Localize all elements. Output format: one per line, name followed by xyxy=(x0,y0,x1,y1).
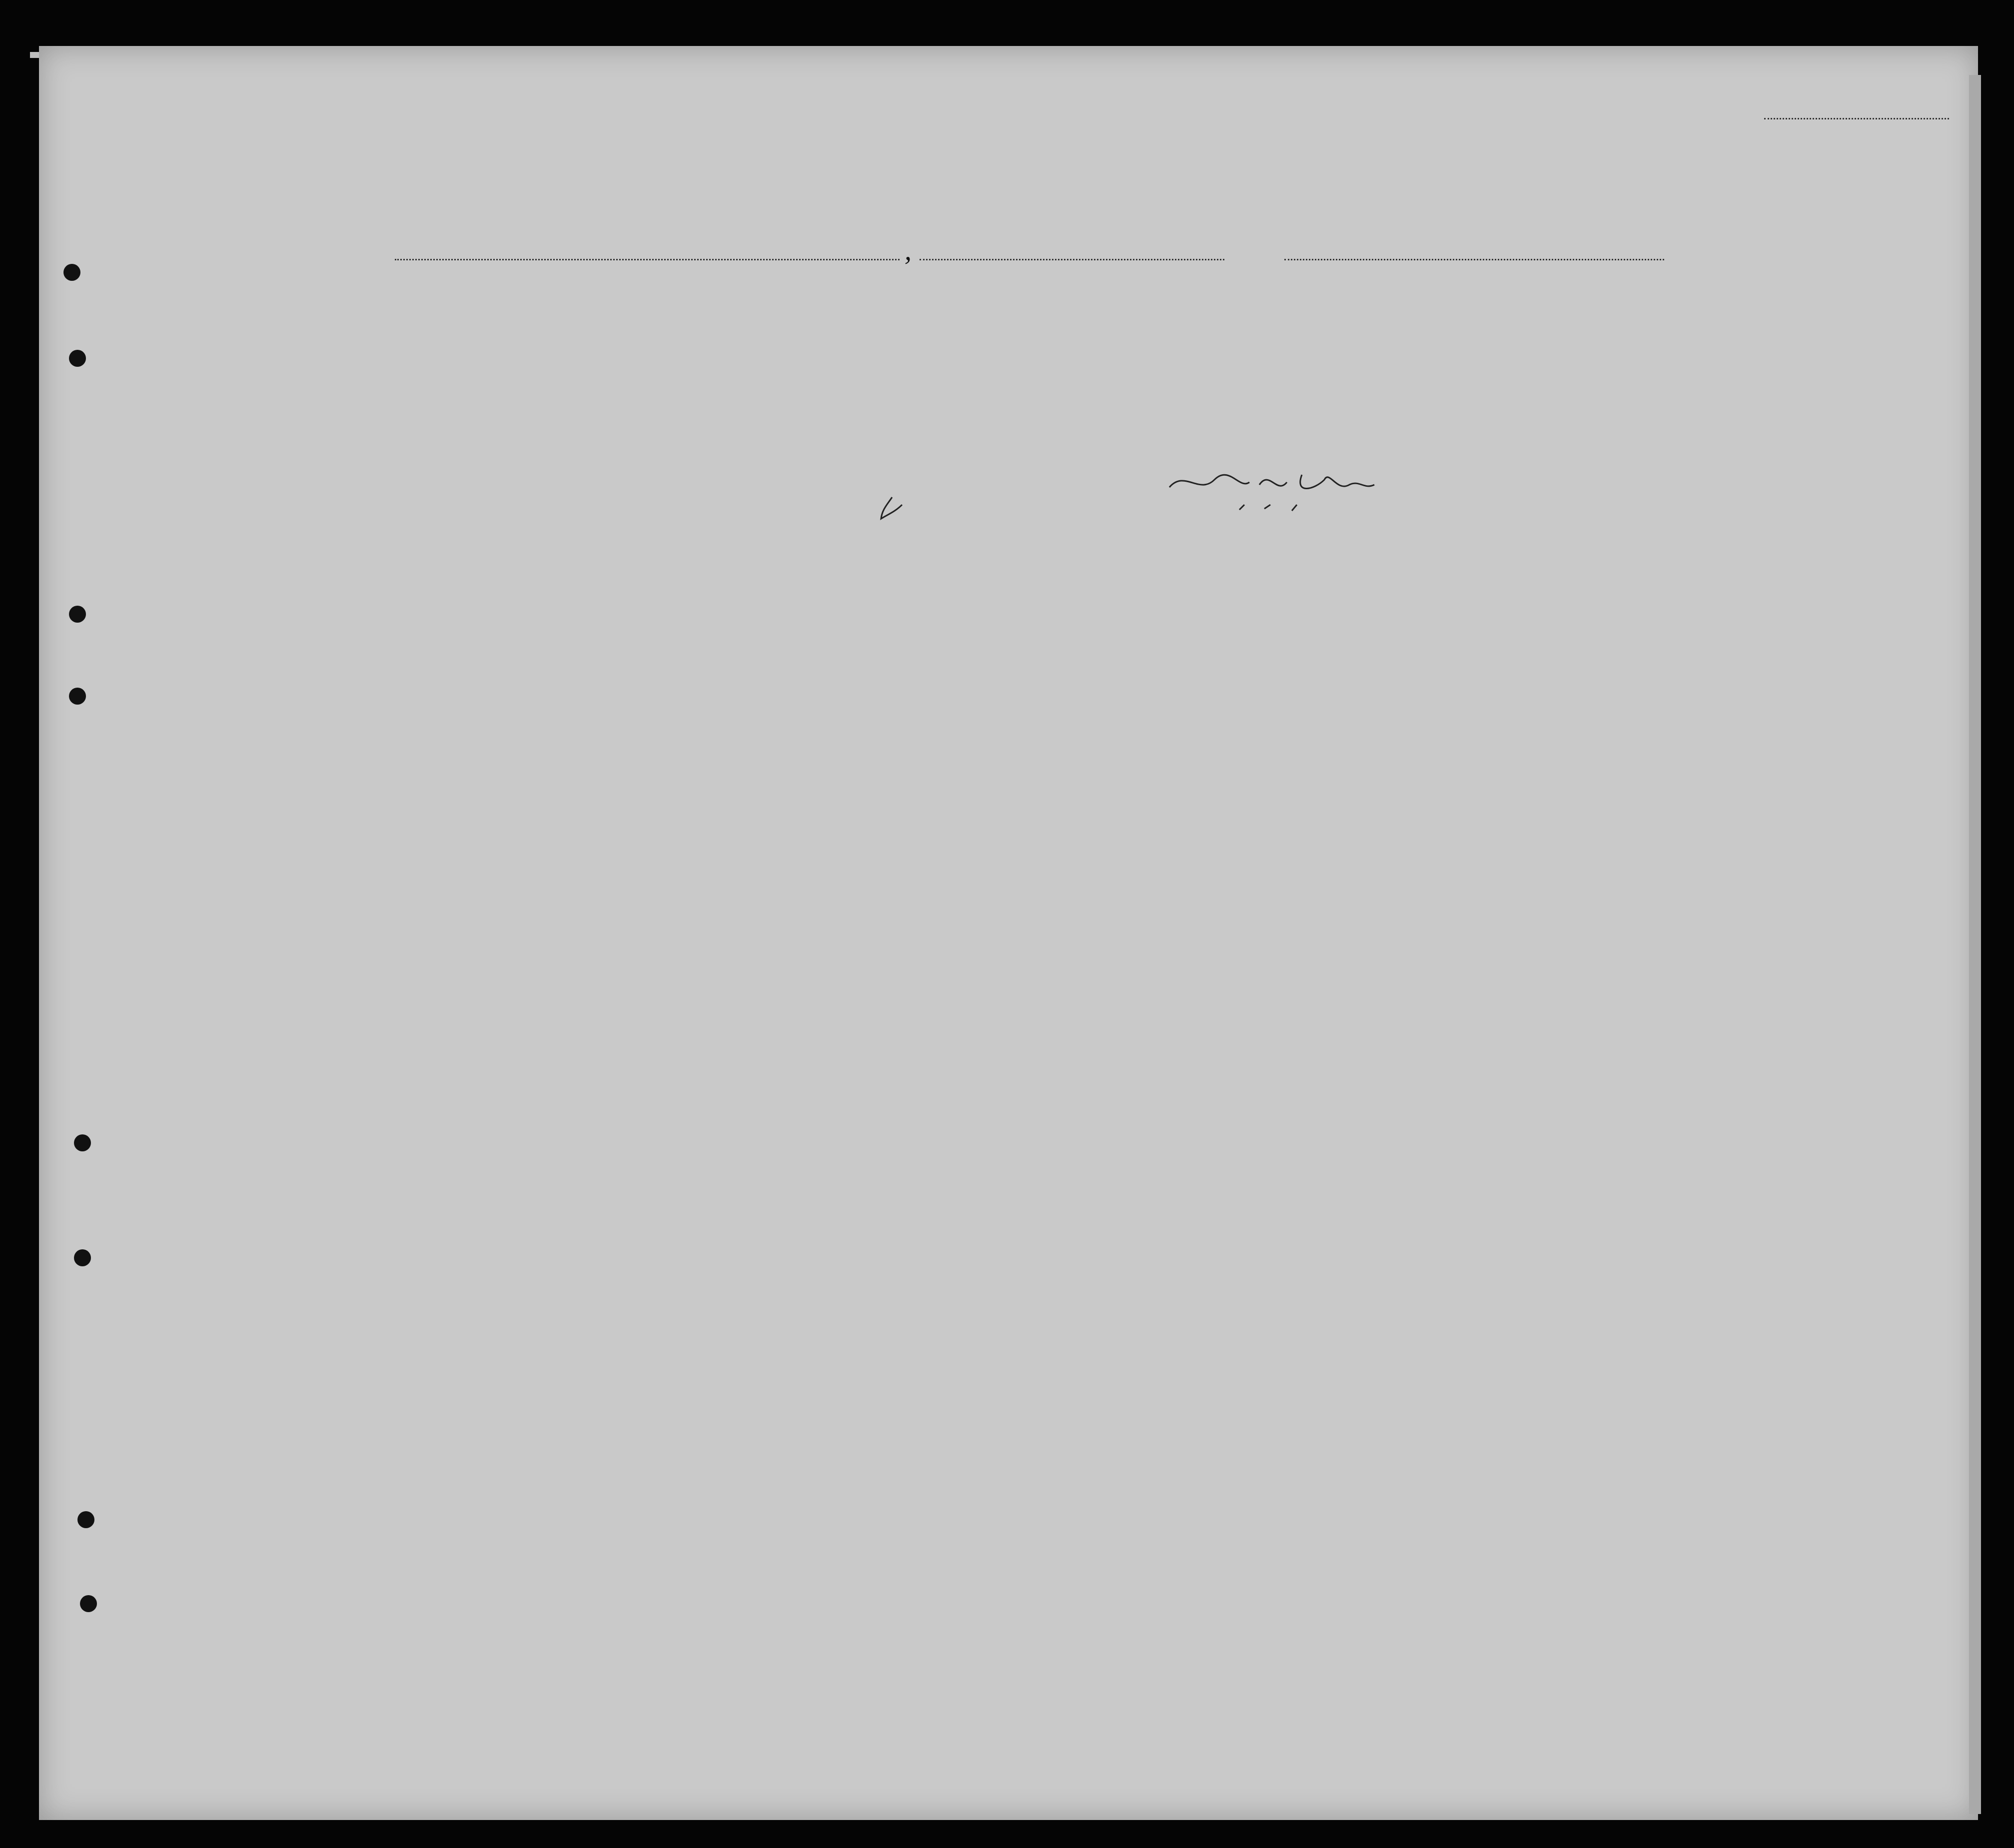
header-prison xyxy=(1301,320,1328,450)
header-length xyxy=(1189,332,1214,452)
header-overthrow xyxy=(1385,320,1420,450)
handwritten-annotation xyxy=(1164,465,1384,525)
header-deported xyxy=(1477,320,1502,450)
header-return xyxy=(1149,332,1174,452)
check-mark xyxy=(877,495,907,525)
comma: , xyxy=(905,235,912,266)
header-labor xyxy=(1438,320,1463,450)
header-citizen xyxy=(1267,332,1292,452)
